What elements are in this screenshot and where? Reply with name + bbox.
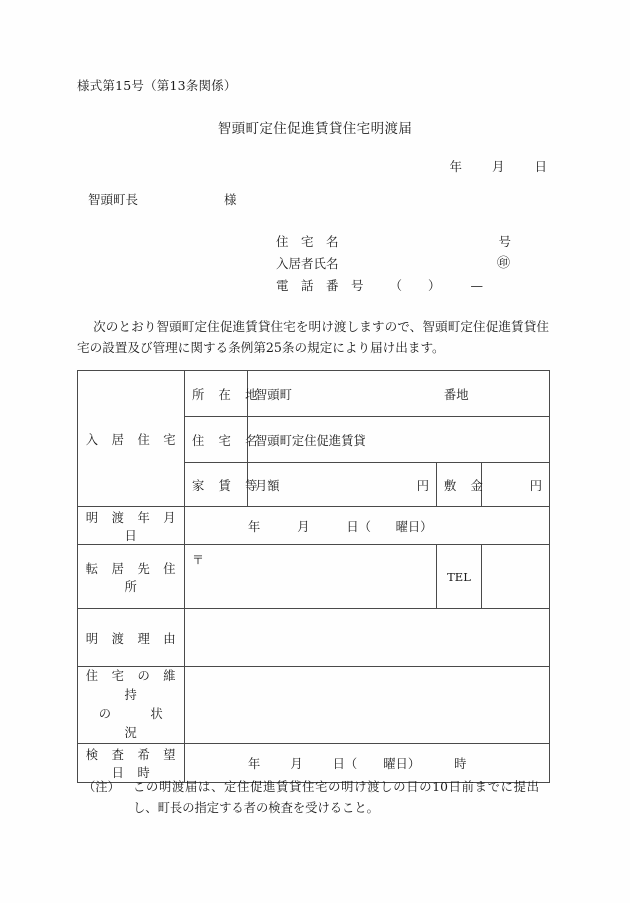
reason-label-cell: 明 渡 理 由: [78, 609, 185, 667]
reason-value-cell[interactable]: [185, 609, 550, 667]
applicant-housing-name-unit: 号: [498, 234, 511, 249]
date-line: [449, 157, 547, 175]
form-number: 様式第15号（第13条関係）: [77, 78, 237, 93]
housing-name-label-cell: 住 宅 名: [185, 417, 248, 463]
new-address-label-cell: 転 居 先 住 所: [78, 545, 185, 609]
new-address-value-cell[interactable]: [185, 545, 437, 609]
rent-monthly-label: 月額: [255, 478, 280, 493]
deposit-currency: 円: [529, 478, 543, 493]
housing-name-value-cell[interactable]: [248, 417, 550, 463]
applicant-housing-name-label: 住 宅 名: [276, 234, 339, 249]
footnote: [83, 777, 553, 819]
tel-value-cell[interactable]: [482, 545, 550, 609]
maintenance-value-cell[interactable]: [185, 667, 550, 744]
vacate-date-label-cell: 明 渡 年 月 日: [78, 507, 185, 545]
maintenance-label-cell: [78, 667, 203, 744]
inspection-hour: 時: [454, 757, 467, 771]
body-paragraph: [77, 316, 549, 358]
footnote-marker: （注）: [83, 780, 120, 794]
date-year-label: 年: [449, 159, 462, 174]
addressee-name: 智頭町長: [88, 192, 139, 207]
body-paragraph-text: 次のとおり智頭町定住促進賃貸住宅を明け渡しますので、智頭町定住促進賃貸住宅の設置及び管理に関する条例第25条の規定により届け出ます。: [77, 319, 549, 355]
applicant-housing-name-row: [276, 231, 511, 253]
applicant-block: [276, 231, 511, 297]
inspection-label-cell: 検 査 希 望 日 時: [78, 744, 185, 783]
table-row-reason: [78, 609, 550, 667]
rent-currency: 円: [416, 478, 429, 493]
applicant-phone-close-paren: ）: [428, 278, 441, 293]
inspection-year: 年: [248, 757, 261, 771]
page-title: 智頭町定住促進賃貸住宅明渡届: [217, 121, 413, 137]
rent-label-cell: 家 賃 等: [185, 463, 248, 507]
residence-label-cell: 入 居 住 宅: [78, 371, 185, 507]
table-row-location: [78, 371, 550, 417]
location-value-cell[interactable]: [248, 371, 550, 417]
table-row-vacate-date: [78, 507, 550, 545]
inspection-month: 月: [290, 757, 303, 771]
location-label-cell: 所 在 地: [185, 371, 248, 417]
tel-label-cell: TEL: [437, 545, 482, 609]
maintenance-label-line2: の 状 況: [98, 707, 203, 740]
applicant-phone-open-paren: （: [389, 278, 403, 293]
footnote-text: この明渡届は、定住促進賃貸住宅の明け渡しの日の10日前までに提出し、町長の指定する者の検査を受けること。: [133, 780, 539, 815]
seal-icon: ㊞: [496, 256, 510, 271]
date-day-label: 日: [534, 159, 547, 174]
date-month-label: 月: [491, 159, 505, 174]
deposit-value-cell[interactable]: [482, 463, 550, 507]
applicant-phone-dash: —: [470, 278, 484, 293]
vacate-date-value: 年 月 日（ 曜日）: [248, 519, 433, 534]
applicant-resident-name-row: [276, 253, 511, 275]
postal-mark-icon: 〒: [192, 553, 205, 567]
vacate-notice-table: [77, 370, 550, 783]
table-row-maintenance: [78, 667, 550, 744]
addressee-honorific: 様: [224, 192, 237, 207]
deposit-label-cell: 敷 金: [437, 463, 482, 507]
vacate-date-value-cell[interactable]: [185, 507, 550, 545]
location-unit: 番地: [443, 387, 469, 402]
table-row-new-address: [78, 545, 550, 609]
housing-name-value: 智頭町定住促進賃貸: [255, 433, 366, 448]
applicant-resident-name-label: 入居者氏名: [276, 256, 339, 271]
inspection-day: 日（: [332, 757, 358, 771]
applicant-phone-label: 電 話 番 号: [276, 278, 364, 293]
applicant-phone-row: [276, 275, 511, 297]
inspection-weekday: 曜日）: [383, 757, 421, 771]
location-value: 智頭町: [255, 387, 292, 402]
maintenance-label-line1: 住 宅 の 維 持: [85, 669, 190, 702]
addressee-line: [88, 190, 237, 208]
rent-monthly-cell[interactable]: [248, 463, 437, 507]
